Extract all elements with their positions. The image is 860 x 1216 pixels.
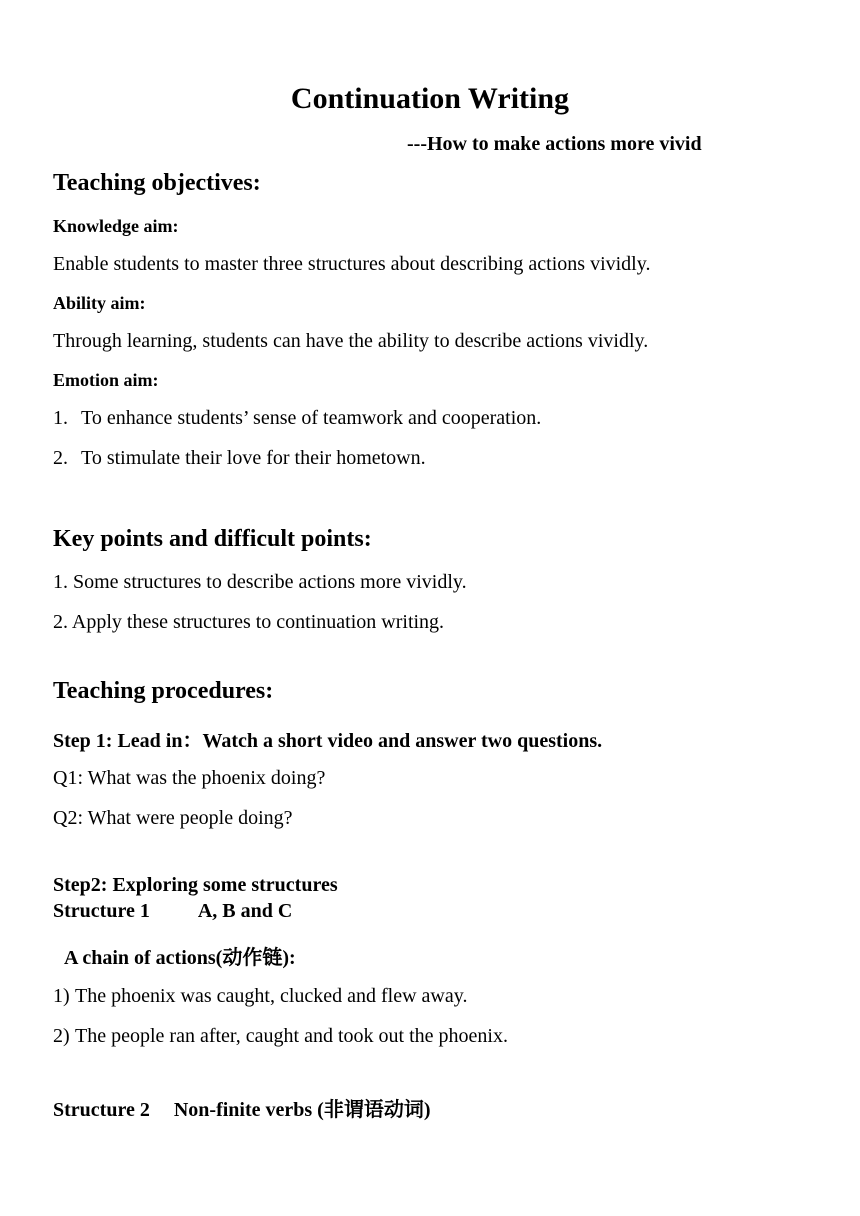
- document-subtitle: ---How to make actions more vivid: [407, 133, 702, 155]
- key-points-heading: Key points and difficult points:: [53, 526, 372, 552]
- objectives-heading: Teaching objectives:: [53, 170, 261, 196]
- ability-aim-text: Through learning, students can have the ability to describe actions vividly.: [53, 330, 649, 352]
- emotion-aim-label: Emotion aim:: [53, 370, 159, 390]
- knowledge-aim-text: Enable students to master three structures about describing actions vividly.: [53, 253, 651, 275]
- structure-name: Non-finite verbs (非谓语动词): [173, 1099, 431, 1121]
- structure1-heading: [53, 900, 292, 923]
- list-item-text: The people ran after, caught and took out the phoenix.: [75, 1025, 508, 1047]
- step1-question: Q2: What were people doing?: [53, 807, 293, 829]
- emotion-aim-item: [53, 407, 541, 430]
- structure-name: A, B and C: [197, 900, 293, 922]
- ability-aim-label: Ability aim:: [53, 293, 146, 313]
- list-item-text: To stimulate their love for their hometown.: [81, 447, 426, 469]
- key-point-item: 2. Apply these structures to continuation writing.: [53, 611, 445, 633]
- step2-title: Step2: Exploring some structures: [53, 874, 338, 896]
- knowledge-aim-label: Knowledge aim:: [53, 216, 179, 236]
- list-number: 1): [53, 985, 70, 1007]
- action-chain-heading: A chain of actions(动作链):: [64, 947, 296, 969]
- example-item: [53, 1025, 508, 1048]
- step1-title: Step 1: Lead in：Watch a short video and answer two questions.: [53, 730, 603, 752]
- emotion-aim-item: [53, 447, 426, 470]
- step1-question: Q1: What was the phoenix doing?: [53, 767, 326, 789]
- list-item-text: The phoenix was caught, clucked and flew away.: [75, 985, 468, 1007]
- key-point-item: 1. Some structures to describe actions more vividly.: [53, 571, 467, 593]
- list-number: 2): [53, 1025, 70, 1047]
- list-number: 2.: [53, 447, 68, 469]
- document-title: Continuation Writing: [290, 82, 570, 115]
- list-number: 1.: [53, 407, 68, 429]
- example-item: [53, 985, 467, 1008]
- structure-label: Structure 2: [53, 1099, 150, 1121]
- list-item-text: To enhance students’ sense of teamwork and cooperation.: [81, 407, 542, 429]
- structure-label: Structure 1: [53, 900, 150, 922]
- structure2-heading: [53, 1093, 430, 1122]
- procedures-heading: Teaching procedures:: [53, 678, 274, 704]
